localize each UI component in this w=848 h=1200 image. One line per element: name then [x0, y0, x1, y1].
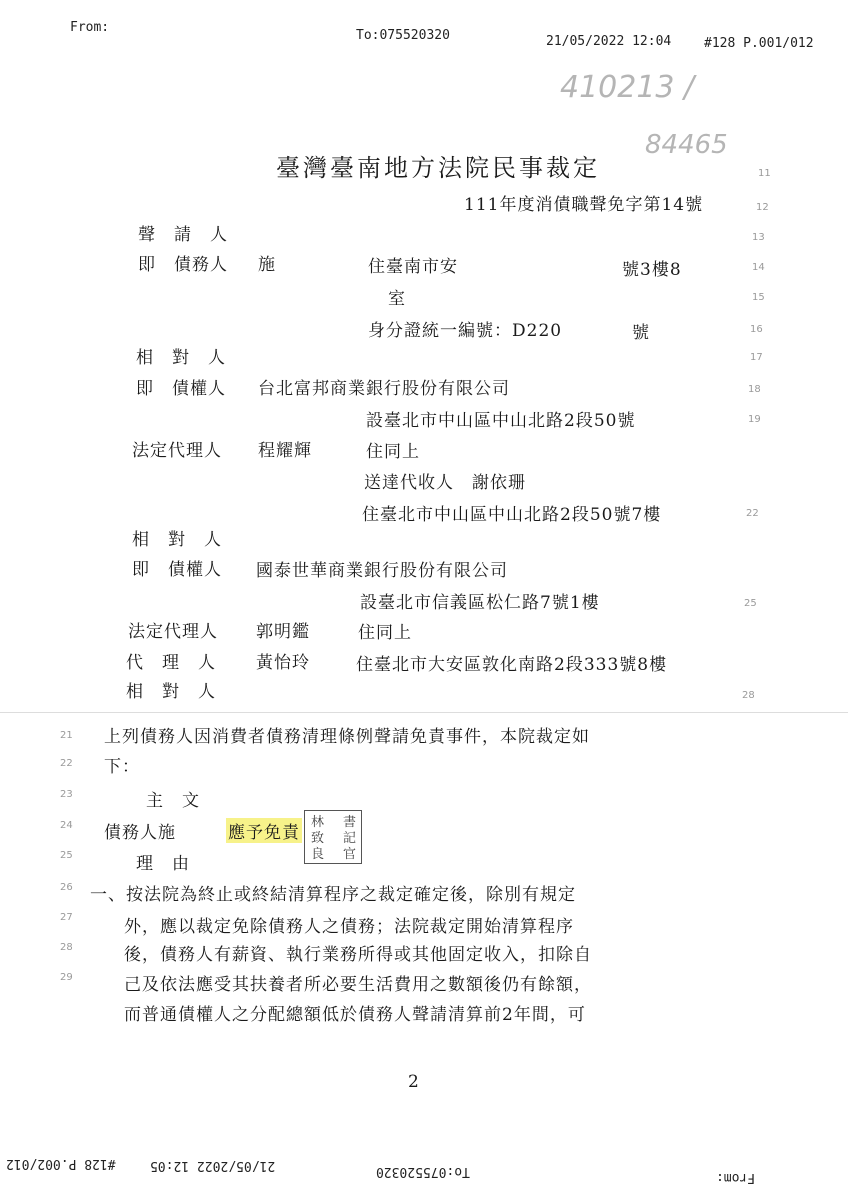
ruling-intro-line-1: 上列債務人因消費者債務清理條例聲請免責事件，本院裁定如	[104, 727, 590, 747]
proxy-label: 代 理 人	[126, 653, 216, 673]
proxy-name: 黃怡玲	[256, 653, 310, 673]
line-number: 19	[748, 414, 761, 425]
fax-footer-datetime: 21/05/2022 12:05	[150, 1158, 276, 1173]
debtor-id: 身分證統一編號：D220	[368, 321, 563, 341]
ruling-intro-line-2: 下：	[104, 757, 140, 777]
line-number: 18	[748, 384, 761, 395]
reason-line-2: 外，應以裁定免除債務人之債務；法院裁定開始清算程序	[124, 917, 574, 937]
rep-name-2: 郭明鑑	[256, 622, 310, 642]
line-number: 29	[60, 972, 73, 983]
fax-footer-to: To:075520320	[376, 1164, 470, 1179]
counter-party-label-3: 相 對 人	[126, 682, 216, 702]
line-number: 26	[60, 882, 73, 893]
creditor-label-2: 即 債權人	[132, 560, 222, 580]
debtor-address-cont: 室	[388, 289, 406, 309]
main-text-prefix: 債務人施	[104, 823, 176, 843]
line-number: 22	[746, 508, 759, 519]
line-number: 14	[752, 262, 765, 273]
main-text-label: 主 文	[146, 791, 200, 811]
scan-seam	[0, 712, 848, 713]
service-agent: 送達代收人 謝依珊	[364, 473, 526, 493]
fax-to-number: To:075520320	[356, 28, 450, 43]
main-ruling-highlight: 應予免責	[226, 818, 302, 843]
line-number: 24	[60, 820, 73, 831]
line-number: 28	[742, 690, 755, 701]
debtor-id-end: 號	[632, 323, 650, 343]
fax-from-label: From:	[70, 20, 110, 35]
rep-address-2: 住同上	[358, 623, 412, 643]
creditor-address-2: 設臺北市信義區松仁路7號1樓	[360, 593, 600, 613]
line-number: 21	[60, 730, 73, 741]
creditor-label-1: 即 債權人	[136, 379, 226, 399]
debtor-label: 即 債務人	[138, 255, 228, 275]
counter-party-label-1: 相 對 人	[136, 348, 226, 368]
fax-footer-from: From:	[716, 1170, 756, 1185]
line-number: 25	[744, 598, 757, 609]
reason-label: 理 由	[136, 854, 190, 874]
seal-column-2: 林致良	[311, 815, 325, 862]
clerk-seal	[304, 810, 362, 864]
rep-name-1: 程耀輝	[258, 441, 312, 461]
line-number: 28	[60, 942, 73, 953]
line-number: 15	[752, 292, 765, 303]
fax-footer-page: #128 P.002/012	[6, 1156, 116, 1171]
creditor-address-1: 設臺北市中山區中山北路2段50號	[366, 411, 636, 431]
applicant-label: 聲 請 人	[138, 225, 228, 245]
fax-datetime: 21/05/2022 12:04	[546, 34, 672, 49]
creditor-name-2: 國泰世華商業銀行股份有限公司	[256, 561, 508, 581]
service-agent-address: 住臺北市中山區中山北路2段50號7樓	[362, 505, 662, 525]
line-number: 23	[60, 789, 73, 800]
line-number: 11	[758, 168, 771, 179]
fax-page: #128 P.001/012	[704, 36, 814, 51]
document-title: 臺灣臺南地方法院民事裁定	[276, 154, 600, 182]
debtor-name: 施	[258, 255, 276, 275]
seal-column-1: 書記官	[343, 815, 357, 862]
case-number: 111年度消債職聲免字第14號	[464, 195, 704, 215]
line-number: 17	[750, 352, 763, 363]
rep-label-1: 法定代理人	[132, 441, 222, 461]
debtor-address: 住臺南市安	[368, 257, 458, 277]
line-number: 25	[60, 850, 73, 861]
handwritten-mark-1: 410213 /	[560, 70, 695, 105]
reason-line-1: 一、按法院為終止或終結清算程序之裁定確定後，除別有規定	[90, 885, 576, 905]
reason-line-3: 後，債務人有薪資、執行業務所得或其他固定收入，扣除自	[124, 945, 592, 965]
line-number: 13	[752, 232, 765, 243]
line-number: 16	[750, 324, 763, 335]
debtor-address-end: 號3樓8	[622, 260, 682, 280]
line-number: 27	[60, 912, 73, 923]
line-number: 12	[756, 202, 769, 213]
proxy-address: 住臺北市大安區敦化南路2段333號8樓	[356, 655, 668, 675]
rep-label-2: 法定代理人	[128, 622, 218, 642]
counter-party-label-2: 相 對 人	[132, 530, 222, 550]
reason-line-5: 而普通債權人之分配總額低於債務人聲請清算前2年間，可	[124, 1005, 586, 1025]
rep-address-1: 住同上	[366, 442, 420, 462]
handwritten-mark-2: 84465	[645, 130, 728, 160]
page-number: 2	[408, 1072, 420, 1092]
line-number: 22	[60, 758, 73, 769]
creditor-name-1: 台北富邦商業銀行股份有限公司	[258, 379, 510, 399]
reason-line-4: 己及依法應受其扶養者所必要生活費用之數額後仍有餘額，	[124, 975, 592, 995]
